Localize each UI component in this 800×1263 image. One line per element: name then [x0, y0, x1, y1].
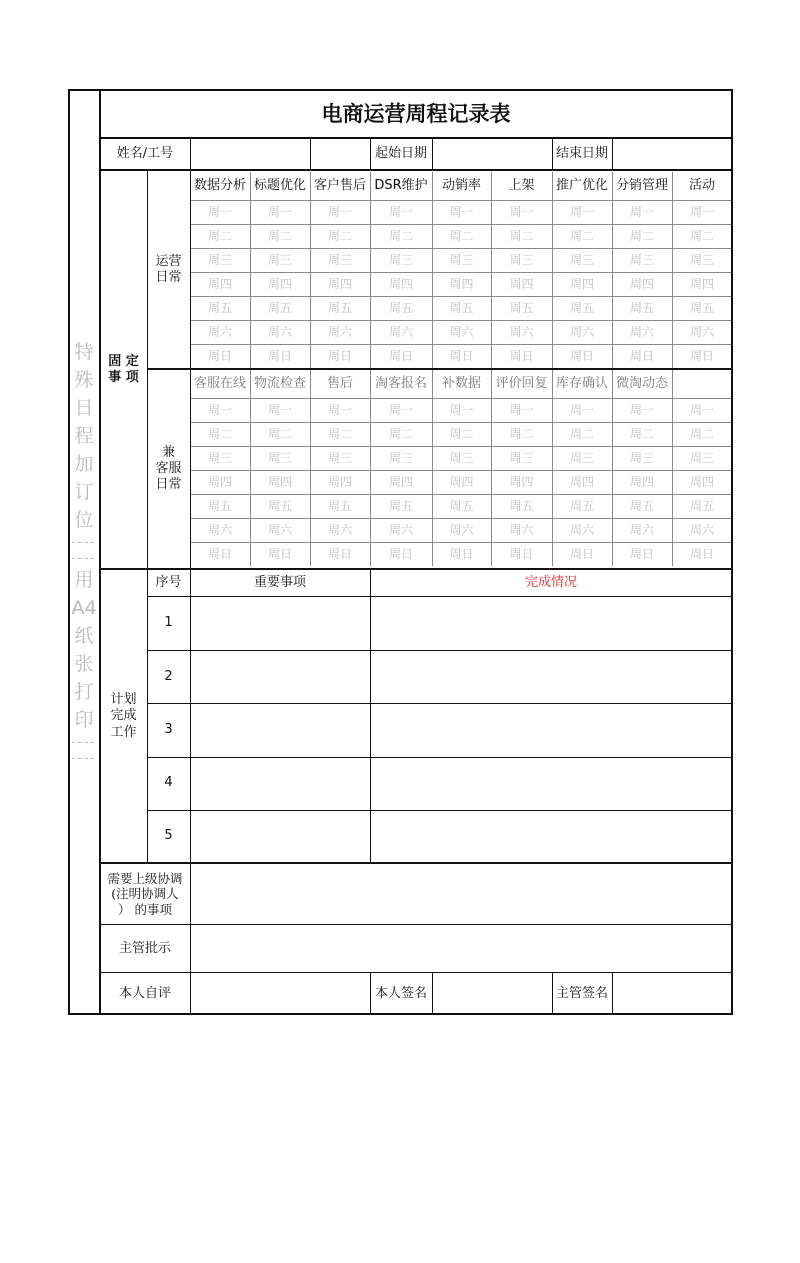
day-cell[interactable]: 周四	[267, 474, 292, 489]
day-cell[interactable]: 周五	[509, 300, 534, 315]
margin-char: 位	[74, 509, 94, 531]
day-cell[interactable]: 周三	[327, 252, 352, 267]
day-cell[interactable]: 周六	[629, 522, 654, 537]
self-sign-field[interactable]	[432, 973, 552, 1015]
day-cell[interactable]: 周五	[509, 498, 534, 513]
day-cell[interactable]: 周六	[449, 522, 474, 537]
day-cell[interactable]: 周三	[449, 252, 474, 267]
cs-daily-label: 兼 客服 日常	[155, 444, 182, 493]
day-cell[interactable]: 周日	[689, 348, 714, 363]
day-cell[interactable]: 周四	[689, 276, 714, 291]
day-cell[interactable]: 周六	[569, 522, 594, 537]
day-cell[interactable]: 周四	[569, 276, 594, 291]
day-cell[interactable]: 周三	[629, 450, 654, 465]
cs-col-header: 库存确认	[555, 375, 608, 391]
day-cell[interactable]: 周一	[689, 402, 714, 417]
cs-col-header: 淘客报名	[374, 375, 427, 391]
cs-col-header: 微淘动态	[615, 375, 668, 391]
day-cell[interactable]: 周六	[388, 522, 413, 537]
day-cell[interactable]: 周六	[207, 522, 232, 537]
plan-seq: 4	[164, 774, 173, 790]
border-line	[100, 137, 732, 139]
day-cell[interactable]: 周三	[569, 252, 594, 267]
spacer-field[interactable]	[310, 138, 370, 170]
day-cell[interactable]: 周六	[449, 324, 474, 339]
grid-line	[190, 518, 732, 519]
margin-char: 纸	[74, 625, 94, 647]
day-cell[interactable]: 周五	[449, 300, 474, 315]
border-line	[147, 810, 732, 811]
border-line	[552, 973, 553, 1015]
day-cell[interactable]: 周二	[689, 426, 714, 441]
name-field[interactable]	[190, 138, 310, 170]
day-cell[interactable]: 周一	[449, 402, 474, 417]
border-line	[731, 89, 733, 1015]
grid-line	[672, 370, 673, 566]
border-line	[68, 89, 70, 1015]
margin-char: 日	[74, 397, 94, 419]
day-cell[interactable]: 周六	[207, 324, 232, 339]
day-cell[interactable]: 周一	[509, 402, 534, 417]
border-line	[310, 138, 311, 170]
day-cell[interactable]: 周一	[629, 402, 654, 417]
day-cell[interactable]: 周四	[207, 474, 232, 489]
ops-daily-label: 运营 日常	[155, 253, 182, 285]
day-cell[interactable]: 周一	[267, 402, 292, 417]
day-cell[interactable]: 周日	[449, 546, 474, 561]
col-item-header: 重要事项	[253, 575, 306, 591]
day-cell[interactable]: 周二	[327, 426, 352, 441]
approval-label: 主管批示	[118, 940, 171, 956]
day-cell[interactable]: 周二	[207, 426, 232, 441]
day-cell[interactable]: 周四	[449, 474, 474, 489]
day-cell[interactable]: 周一	[327, 402, 352, 417]
cs-col-header: 售后	[326, 375, 353, 391]
day-cell[interactable]: 周五	[207, 498, 232, 513]
day-cell[interactable]: 周一	[689, 204, 714, 219]
grid-line	[310, 172, 311, 368]
day-cell[interactable]: 周日	[569, 348, 594, 363]
day-cell[interactable]: 周四	[569, 474, 594, 489]
day-cell[interactable]: 周一	[569, 204, 594, 219]
margin-char: 张	[74, 653, 94, 675]
margin-char: 打	[74, 681, 94, 703]
self-sign-label: 本人签名	[374, 985, 427, 1001]
plan-item-field[interactable]	[190, 650, 370, 703]
day-cell[interactable]: 周四	[449, 276, 474, 291]
grid-line	[190, 296, 732, 297]
ops-col-header: 客户售后	[313, 177, 366, 193]
day-cell[interactable]: 周日	[509, 546, 534, 561]
grid-line	[190, 272, 732, 273]
margin-char: 印	[74, 709, 94, 731]
cs-col-header: 补数据	[441, 375, 481, 391]
plan-item-field[interactable]	[190, 703, 370, 756]
day-cell[interactable]: 周三	[509, 252, 534, 267]
border-line	[100, 924, 732, 925]
border-line	[432, 138, 433, 170]
grid-line	[432, 370, 433, 566]
day-cell[interactable]: 周六	[509, 324, 534, 339]
grid-line	[491, 370, 492, 566]
day-cell[interactable]: 周一	[449, 204, 474, 219]
ops-col-header: DSR维护	[374, 177, 428, 193]
grid-line	[190, 446, 732, 447]
ops-col-header: 分销管理	[615, 177, 668, 193]
day-cell[interactable]: 周五	[629, 300, 654, 315]
border-line	[147, 368, 732, 370]
day-cell[interactable]: 周二	[509, 426, 534, 441]
day-cell[interactable]: 周二	[569, 426, 594, 441]
page-title: 电商运营周程记录表	[321, 101, 511, 126]
border-line	[612, 138, 613, 170]
grid-line	[190, 320, 732, 321]
day-cell[interactable]: 周五	[207, 300, 232, 315]
grid-line	[190, 470, 732, 471]
day-cell[interactable]: 周五	[267, 498, 292, 513]
manager-sign-label: 主管签名	[555, 985, 608, 1001]
end-date-label: 结束日期	[555, 145, 608, 161]
day-cell[interactable]: 周日	[569, 546, 594, 561]
day-cell[interactable]: 周三	[207, 252, 232, 267]
grid-line	[491, 172, 492, 368]
border-line	[147, 596, 732, 597]
grid-line	[190, 542, 732, 543]
grid-line	[370, 172, 371, 368]
day-cell[interactable]: 周五	[388, 498, 413, 513]
day-cell[interactable]: 周三	[689, 450, 714, 465]
border-line	[190, 170, 191, 570]
grid-line	[612, 172, 613, 368]
day-cell[interactable]: 周二	[629, 426, 654, 441]
day-cell[interactable]: 周三	[509, 450, 534, 465]
day-cell[interactable]: 周三	[327, 450, 352, 465]
plan-status-field[interactable]	[370, 757, 732, 810]
day-cell[interactable]: 周三	[689, 252, 714, 267]
day-cell[interactable]: 周日	[267, 546, 292, 561]
day-cell[interactable]: 周四	[689, 474, 714, 489]
day-cell[interactable]: 周五	[449, 498, 474, 513]
day-cell[interactable]: 周二	[629, 228, 654, 243]
margin-char: A4	[71, 597, 97, 619]
ops-col-header: 推广优化	[555, 177, 608, 193]
binding-margin-note	[69, 90, 99, 1263]
border-line	[370, 973, 371, 1015]
day-cell[interactable]: 周二	[267, 228, 292, 243]
day-cell[interactable]: 周日	[449, 348, 474, 363]
start-date-label: 起始日期	[374, 145, 427, 161]
day-cell[interactable]: 周一	[207, 402, 232, 417]
border-line	[147, 170, 148, 570]
cs-col-header: 物流检查	[253, 375, 306, 391]
grid-line	[190, 494, 732, 495]
border-line	[432, 973, 433, 1015]
plan-section-label: 计划 完成 工作	[110, 692, 137, 740]
margin-char: ----	[71, 551, 97, 565]
plan-item-field[interactable]	[190, 757, 370, 810]
day-cell[interactable]: 周日	[388, 546, 413, 561]
day-cell[interactable]: 周三	[569, 450, 594, 465]
grid-line	[552, 370, 553, 566]
day-cell[interactable]: 周三	[207, 450, 232, 465]
day-cell[interactable]: 周四	[629, 474, 654, 489]
plan-seq: 2	[164, 668, 173, 684]
grid-line	[190, 248, 732, 249]
day-cell[interactable]: 周一	[569, 402, 594, 417]
day-cell[interactable]: 周三	[388, 252, 413, 267]
grid-line	[672, 172, 673, 368]
day-cell[interactable]: 周日	[689, 546, 714, 561]
border-line	[147, 570, 148, 863]
day-cell[interactable]: 周三	[388, 450, 413, 465]
day-cell[interactable]: 周一	[388, 204, 413, 219]
day-cell[interactable]: 周六	[689, 324, 714, 339]
day-cell[interactable]: 周日	[327, 546, 352, 561]
col-status-header: 完成情况	[524, 575, 577, 591]
day-cell[interactable]: 周六	[689, 522, 714, 537]
self-eval-field[interactable]	[190, 973, 370, 1015]
border-line	[370, 570, 371, 863]
day-cell[interactable]: 周日	[509, 348, 534, 363]
day-cell[interactable]: 周日	[388, 348, 413, 363]
margin-char: ----	[71, 751, 97, 765]
day-cell[interactable]: 周三	[629, 252, 654, 267]
border-line	[100, 862, 732, 864]
ops-col-header: 活动	[688, 177, 715, 193]
day-cell[interactable]: 周五	[689, 498, 714, 513]
day-cell[interactable]: 周二	[449, 228, 474, 243]
cs-col-header: 评价回复	[495, 375, 548, 391]
day-cell[interactable]: 周三	[449, 450, 474, 465]
border-line	[370, 138, 371, 170]
day-cell[interactable]: 周六	[388, 324, 413, 339]
border-line	[190, 138, 191, 170]
coordination-field[interactable]	[190, 863, 732, 925]
day-cell[interactable]: 周四	[629, 276, 654, 291]
day-cell[interactable]: 周五	[689, 300, 714, 315]
plan-status-field[interactable]	[370, 703, 732, 756]
day-cell[interactable]: 周四	[509, 276, 534, 291]
self-eval-label: 本人自评	[118, 985, 171, 1001]
plan-seq: 1	[164, 615, 173, 631]
fixed-items-label: 固 定 事 项	[108, 353, 139, 385]
ops-col-header: 上架	[508, 177, 535, 193]
manager-sign-field[interactable]	[612, 973, 732, 1015]
day-cell[interactable]: 周六	[509, 522, 534, 537]
ops-col-header: 标题优化	[253, 177, 306, 193]
margin-char: 程	[74, 425, 94, 447]
day-cell[interactable]: 周二	[509, 228, 534, 243]
grid-line	[190, 200, 732, 201]
day-cell[interactable]: 周六	[327, 522, 352, 537]
day-cell[interactable]: 周四	[509, 474, 534, 489]
grid-line	[190, 398, 732, 399]
day-cell[interactable]: 周六	[629, 324, 654, 339]
day-cell[interactable]: 周二	[569, 228, 594, 243]
day-cell[interactable]: 周一	[327, 204, 352, 219]
grid-line	[370, 370, 371, 566]
plan-status-field[interactable]	[370, 810, 732, 863]
day-cell[interactable]: 周三	[267, 450, 292, 465]
day-cell[interactable]: 周二	[689, 228, 714, 243]
day-cell[interactable]: 周日	[267, 348, 292, 363]
border-line	[99, 89, 101, 1015]
grid-line	[310, 370, 311, 566]
day-cell[interactable]: 周日	[207, 348, 232, 363]
margin-char: 订	[74, 481, 94, 503]
grid-line	[552, 172, 553, 368]
border-line	[147, 757, 732, 758]
plan-item-field[interactable]	[190, 810, 370, 863]
plan-status-field[interactable]	[370, 650, 732, 703]
border-line	[612, 973, 613, 1015]
day-cell[interactable]: 周日	[629, 546, 654, 561]
grid-line	[432, 172, 433, 368]
day-cell[interactable]: 周四	[388, 474, 413, 489]
end-date-field[interactable]	[612, 138, 732, 170]
day-cell[interactable]: 周四	[327, 474, 352, 489]
margin-char: 用	[74, 569, 94, 591]
day-cell[interactable]: 周六	[267, 522, 292, 537]
grid-line	[190, 422, 732, 423]
grid-line	[190, 224, 732, 225]
day-cell[interactable]: 周四	[388, 276, 413, 291]
border-line	[552, 138, 553, 170]
day-cell[interactable]: 周二	[388, 426, 413, 441]
day-cell[interactable]: 周五	[267, 300, 292, 315]
day-cell[interactable]: 周四	[327, 276, 352, 291]
margin-char: 加	[74, 453, 94, 475]
border-line	[100, 972, 732, 973]
day-cell[interactable]: 周日	[327, 348, 352, 363]
border-line	[147, 703, 732, 704]
plan-status-field[interactable]	[370, 597, 732, 650]
margin-char: ----	[71, 735, 97, 749]
border-line	[68, 89, 733, 91]
day-cell[interactable]: 周四	[207, 276, 232, 291]
border-line	[147, 650, 732, 651]
cs-col-header	[672, 370, 732, 398]
day-cell[interactable]: 周五	[569, 300, 594, 315]
plan-item-field[interactable]	[190, 597, 370, 650]
border-line	[190, 570, 191, 1015]
day-cell[interactable]: 周六	[267, 324, 292, 339]
border-line	[100, 169, 732, 171]
day-cell[interactable]: 周二	[207, 228, 232, 243]
day-cell[interactable]: 周六	[327, 324, 352, 339]
cs-col-header: 客服在线	[193, 375, 246, 391]
day-cell[interactable]: 周五	[327, 498, 352, 513]
day-cell[interactable]: 周一	[267, 204, 292, 219]
border-line	[68, 1013, 733, 1015]
day-cell[interactable]: 周日	[629, 348, 654, 363]
start-date-field[interactable]	[432, 138, 552, 170]
approval-field[interactable]	[190, 925, 732, 973]
border-line	[100, 568, 732, 570]
day-cell[interactable]: 周一	[207, 204, 232, 219]
grid-line	[612, 370, 613, 566]
day-cell[interactable]: 周一	[388, 402, 413, 417]
day-cell[interactable]: 周六	[569, 324, 594, 339]
plan-seq: 5	[164, 828, 173, 844]
day-cell[interactable]: 周二	[327, 228, 352, 243]
day-cell[interactable]: 周五	[327, 300, 352, 315]
grid-line	[190, 344, 732, 345]
day-cell[interactable]: 周二	[388, 228, 413, 243]
day-cell[interactable]: 周日	[207, 546, 232, 561]
ops-col-header: 动销率	[441, 177, 481, 193]
margin-char: 特	[74, 341, 94, 363]
day-cell[interactable]: 周五	[388, 300, 413, 315]
margin-char: 殊	[74, 369, 94, 391]
grid-line	[250, 172, 251, 368]
day-cell[interactable]: 周五	[569, 498, 594, 513]
day-cell[interactable]: 周一	[509, 204, 534, 219]
day-cell[interactable]: 周三	[267, 252, 292, 267]
col-seq-header: 序号	[155, 575, 182, 591]
plan-seq: 3	[164, 721, 173, 737]
day-cell[interactable]: 周五	[629, 498, 654, 513]
name-label: 姓名/工号	[116, 145, 174, 161]
margin-char: ----	[71, 535, 97, 549]
day-cell[interactable]: 周四	[267, 276, 292, 291]
grid-line	[250, 370, 251, 566]
day-cell[interactable]: 周二	[449, 426, 474, 441]
day-cell[interactable]: 周一	[629, 204, 654, 219]
day-cell[interactable]: 周二	[267, 426, 292, 441]
ops-col-header: 数据分析	[193, 177, 246, 193]
coordination-label: 需要上级协调 (注明协调人 ） 的事项	[107, 870, 183, 917]
